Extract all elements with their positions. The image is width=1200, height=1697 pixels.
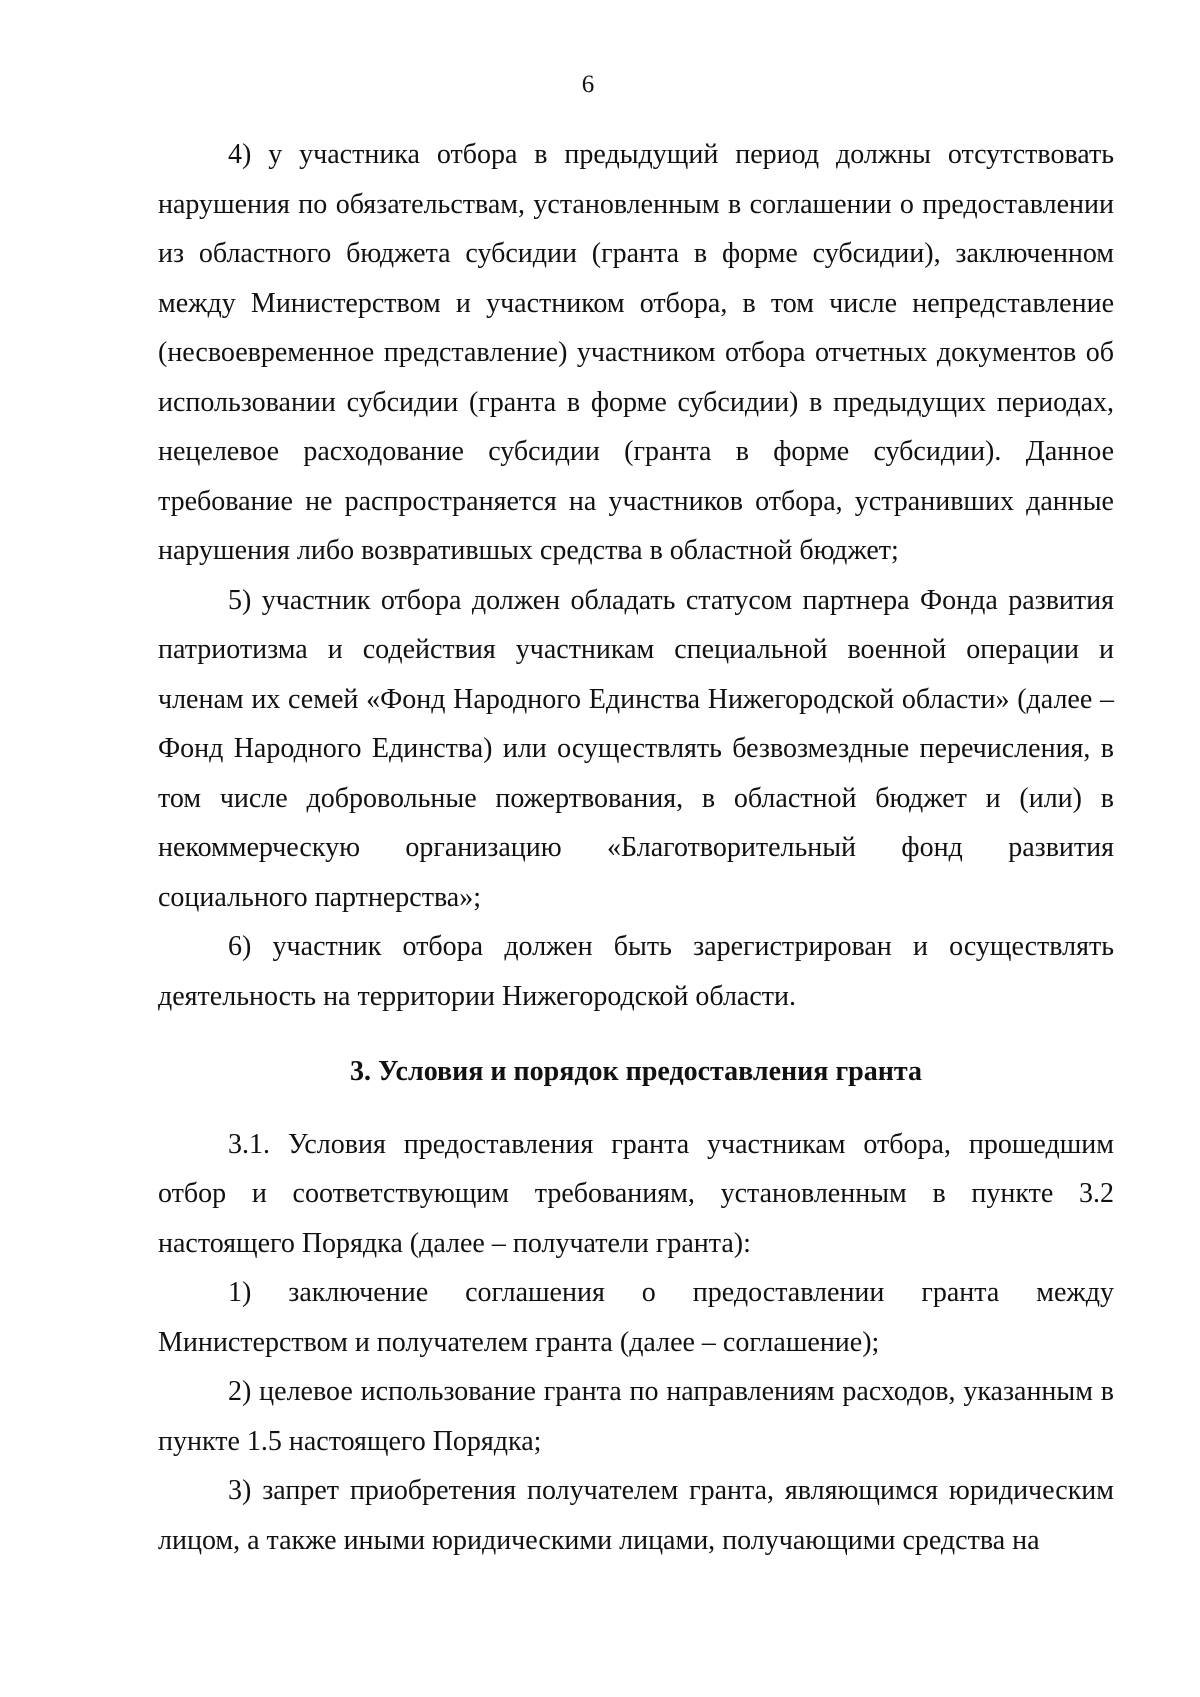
paragraph-condition-1: 1) заключение соглашения о предоставлении гранта между Министерством и получателем гранта (далее – соглашение); — [158, 1277, 1114, 1358]
paragraph-item-5: 5) участник отбора должен обладать статусом партнера Фонда развития патриотизма и содействия участникам специальной военной операции и членам их семей «Фонд Народного Единства Нижегородской области» (далее – Фонд Народного Единства) или осуществлять безвозмездные перечисления, в том числе добровольные пожертвования, в областной бюджет и (или) в некоммерческую организацию «Благотворительный фонд развития социального партнерства»; — [158, 584, 1114, 913]
paragraph-condition-3: 3) запрет приобретения получателем гранта, являющимся юридическим лицом, а также иными юридическими лицами, получающими средства на — [158, 1475, 1114, 1556]
section-heading: 3. Условия и порядок предоставления гранта — [350, 1056, 922, 1087]
paragraph-item-6: 6) участник отбора должен быть зарегистрирован и осуществлять деятельность на территории Нижегородской области. — [158, 931, 1114, 1012]
page-number: 6 — [581, 71, 595, 98]
paragraph-condition-2: 2) целевое использование гранта по направлениям расходов, указанным в пункте 1.5 настоящего Порядка; — [158, 1376, 1114, 1457]
document-body — [158, 130, 1114, 1565]
paragraph-item-4: 4) у участника отбора в предыдущий период должны отсутствовать нарушения по обязательствам, установленным в соглашении о предоставлении из областного бюджета субсидии (гранта в форме субсидии), заключенном между Министерством и участником отбора, в том числе непредставление (несвоевременное представление) участником отбора отчетных документов об использовании субсидии (гранта в форме субсидии) в предыдущих периодах, нецелевое расходование субсидии (гранта в форме субсидии). Данное требование не распространяется на участников отбора, устранивших данные нарушения либо возвратившых средства в областной бюджет; — [158, 139, 1114, 566]
paragraph-3-1: 3.1. Условия предоставления гранта участникам отбора, прошедшим отбор и соответствующим требованиям, установленным в пункте 3.2 настоящего Порядка (далее – получатели гранта): — [158, 1128, 1114, 1259]
